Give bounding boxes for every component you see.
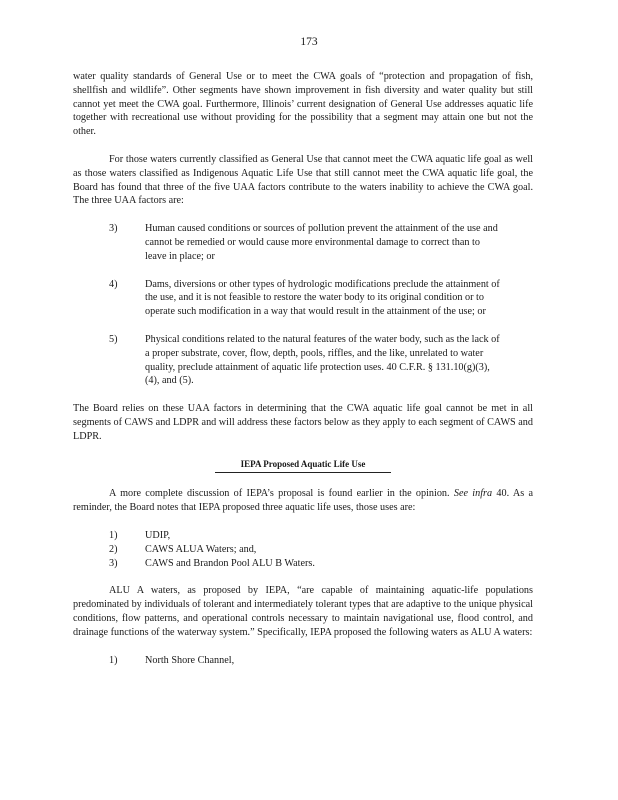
list-number: 5) (109, 333, 118, 345)
list-number: 3) (109, 223, 118, 235)
list-number: 3) (109, 557, 118, 569)
list-number: 1) (109, 529, 118, 541)
uaa-factor-5 (109, 333, 533, 388)
list-number: 2) (109, 543, 118, 555)
list-text: CAWS ALUA Waters; and, (145, 543, 257, 555)
list-number: 4) (109, 278, 118, 290)
list-text: CAWS and Brandon Pool ALU B Waters. (145, 557, 315, 569)
uaa-factor-3 (109, 222, 533, 263)
list-text: UDIP, (145, 529, 171, 541)
paragraph-4-text: A more complete discussion of IEPA’s proposal is found earlier in the opinion. (109, 488, 450, 500)
paragraph-3: The Board relies on these UAA factors in determining that the CWA aquatic life goal cannot be met in all segments of CAWS and LDPR and will address these factors below as they apply to each segment of CAWS and LDPR. (73, 403, 533, 442)
list-number: 1) (109, 654, 118, 666)
use-item-3 (109, 557, 533, 571)
section-heading: IEPA Proposed Aquatic Life Use (215, 458, 391, 474)
paragraph-1: water quality standards of General Use or to meet the CWA goals of “protection and propagation of fish, shellfish and wildlife”. Other segments have shown improvement in fish diversity and water quality but still cannot yet meet the CWA goal. Furthermore, Illinois’ current designation of General Use addresses aquatic life together with recreational use without providing for the possibility that a segment may attain one but not the other. (73, 71, 533, 138)
list-text: Physical conditions related to the natural features of the water body, such as the lack of a proper substrate, cover, flow, depth, pools, riffles, and the like, unrelated to water quality, preclude attainment of aquatic life protection uses. 40 C.F.R. § 131.10(g)(3), (4), and (5). (145, 333, 500, 387)
use-item-1 (109, 529, 533, 543)
page-body (73, 70, 533, 667)
uaa-factor-4 (109, 278, 533, 319)
use-item-2 (109, 543, 533, 557)
paragraph-5: ALU A waters, as proposed by IEPA, “are capable of maintaining aquatic-life populations predominated by individuals of tolerant and intermediately tolerant types that are adaptive to the unique physical conditions, flow patterns, and operational controls necessary to maintain navigational use, flood control, and drainage functions of the waterway system.” Specifically, IEPA proposed the following waters as ALU A waters: (73, 585, 533, 638)
list-text: Dams, diversions or other types of hydrologic modifications preclude the attainment of the use, and it is not feasible to restore the water body to its original condition or to operate such modification in a way that would result in the attainment of the use; or (145, 278, 500, 318)
alu-a-water-1 (109, 654, 533, 668)
list-text: North Shore Channel, (145, 654, 235, 666)
see-infra-citation: See infra (453, 488, 493, 500)
page-number: 173 (300, 36, 318, 48)
paragraph-4-text-cont: 40. As a reminder, the Board notes that IEPA proposed three aquatic life uses, those uses are: (73, 488, 534, 514)
paragraph-4 (73, 487, 533, 515)
list-text: Human caused conditions or sources of pollution prevent the attainment of the use and cannot be remedied or would cause more environmental damage to correct than to leave in place; or (145, 223, 498, 262)
paragraph-2: For those waters currently classified as General Use that cannot meet the CWA aquatic life goal as well as those waters classified as Indigenous Aquatic Life Use that still cannot meet the CWA aquatic life goal, the Board has found that three of the five UAA factors contribute to the waters inability to achieve the CWA goal. The three UAA factors are: (73, 153, 533, 207)
